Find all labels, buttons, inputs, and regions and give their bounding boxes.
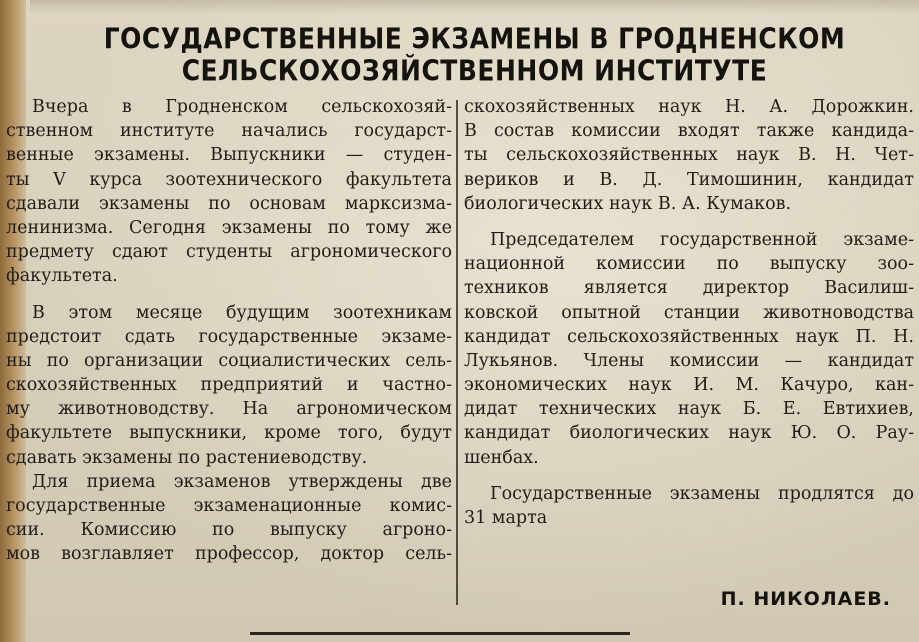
article-line: ковской опытной станции животноводства	[464, 302, 914, 323]
top-edge-shadow	[30, 0, 919, 14]
article-line: экономических наук И. М. Качуро, кан-	[464, 375, 914, 396]
article-line: ты V курса зоотехнического факультета	[6, 169, 452, 190]
article-line: В этом месяце будущим зоотехникам	[32, 302, 452, 323]
headline-line-1: ГОСУДАРСТВЕННЫЕ ЭКЗАМЕНЫ В ГРОДНЕНСКОМ	[103, 21, 846, 56]
article-line: Лукьянов. Члены комиссии — кандидат	[464, 350, 914, 371]
article-line: Для приема экзаменов утверждены две	[32, 471, 452, 492]
article-line: факультета.	[6, 266, 118, 287]
author-signature: П. НИКОЛАЕВ.	[720, 588, 891, 610]
article-line: Государственные экзамены продлятся до	[490, 483, 914, 504]
article-line: сдавать экзамены по растениеводству.	[6, 447, 368, 468]
article-line: техников является директор Василиш-	[464, 278, 914, 299]
article-line: шенбах.	[464, 447, 539, 468]
article-line: мов возглавляет профессор, доктор сель-	[6, 544, 452, 565]
article-right-column	[464, 95, 914, 530]
article-line: ленинизма. Сегодня экзамены по тому же	[6, 217, 452, 238]
article-line: биологических наук В. А. Кумаков.	[464, 193, 792, 214]
article-line: скохозяйственных предприятий и частно-	[6, 375, 452, 396]
article-line: ны по организации социалистических сель-	[6, 350, 452, 371]
article-line: ственном институте начались государст-	[6, 121, 452, 142]
article-line: предстоит сдать государственные экзаме-	[6, 326, 452, 347]
article-line: дидат технических наук Б. Е. Евтихиев,	[464, 399, 914, 420]
article-line: венные экзамены. Выпускники — студен-	[6, 145, 452, 166]
article-line: предмету сдают студенты агрономического	[6, 242, 452, 263]
article-line: му животноводству. На агрономическом	[6, 399, 452, 420]
article-line: ты сельскохозяйственных наук В. Н. Чет-	[464, 145, 914, 166]
article-line: государственные экзаменационные комис-	[6, 496, 452, 516]
article-line: скохозяйственных наук Н. А. Дорожкин.	[464, 97, 914, 117]
article-line: национной комиссии по выпуску зоо-	[464, 254, 914, 275]
article-line: вериков и В. Д. Тимошинин, кандидат	[464, 169, 914, 190]
article-line: сдавали экзамены по основам марксизма-	[6, 193, 452, 214]
article-line: Вчера в Гродненском сельскохозяй-	[32, 97, 452, 117]
article-line: факультете выпускники, кроме того, будут	[6, 423, 452, 444]
article-line: 31 марта	[464, 508, 548, 528]
article-line: В состав комиссии входят также кандида-	[464, 121, 914, 142]
article-line: кандидат сельскохозяйственных наук П. Н.	[464, 326, 914, 347]
article-line: Председателем государственной экзаме-	[490, 229, 914, 250]
headline-line-2: СЕЛЬСКОХОЗЯЙСТВЕННОМ ИНСТИТУТЕ	[181, 53, 768, 88]
article-line: сии. Комиссию по выпуску агроно-	[6, 520, 452, 541]
bottom-rule	[250, 632, 630, 635]
column-divider	[456, 100, 458, 605]
article-line: кандидат биологических наук Ю. О. Рау-	[464, 423, 914, 444]
article-left-column	[6, 95, 452, 567]
